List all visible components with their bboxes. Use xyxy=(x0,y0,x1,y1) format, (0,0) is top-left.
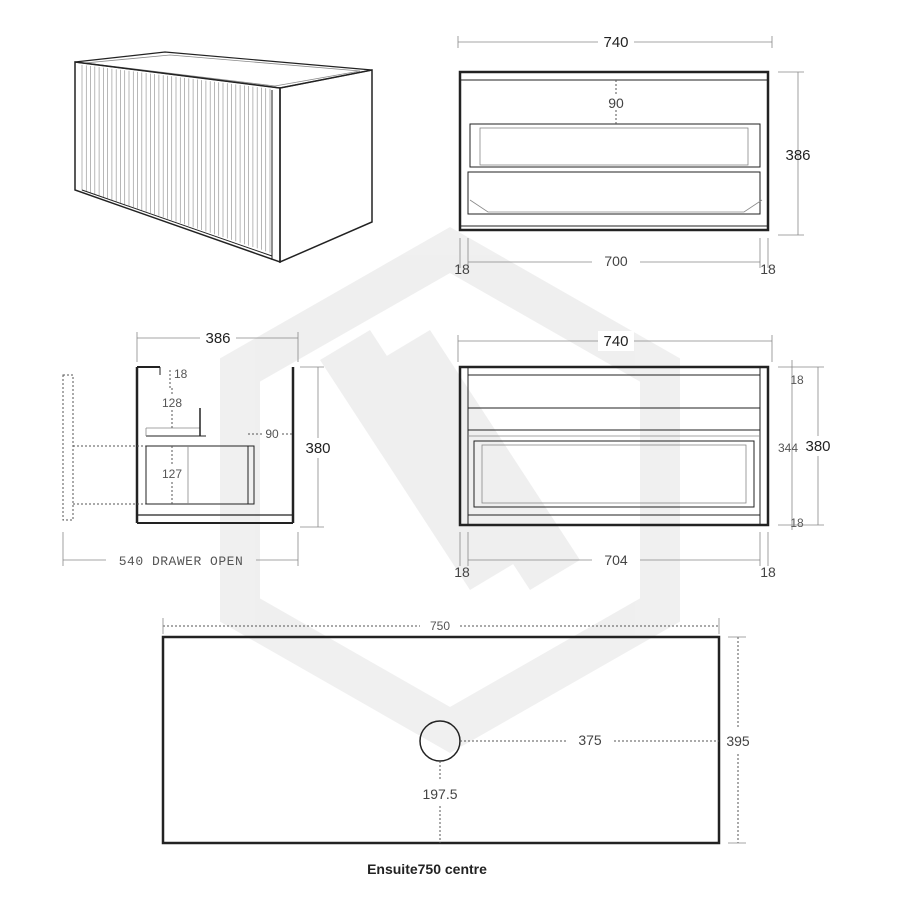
side-view xyxy=(63,328,334,569)
watermark-logo xyxy=(240,250,660,730)
side-height-label: 380 xyxy=(305,440,331,457)
interior-width-label: 740 xyxy=(603,333,629,350)
side-lower-label: 127 xyxy=(161,467,183,481)
basin-caption: Ensuite750 centre xyxy=(367,861,487,877)
isometric-cabinet-view xyxy=(75,52,372,262)
hole-x-label: 375 xyxy=(578,732,602,748)
side-depth-label: 386 xyxy=(205,330,231,347)
fluted-drawer-front xyxy=(82,65,270,253)
interior-inner-height-label: 344 xyxy=(777,441,799,455)
basin-width-label: 750 xyxy=(429,619,451,633)
drawer-open-label: 540 DRAWER OPEN xyxy=(118,554,244,569)
front-drawer-gap-label: 90 xyxy=(608,95,624,111)
side-handle-label: 90 xyxy=(265,427,279,441)
side-upper-label: 128 xyxy=(161,396,183,410)
interior-bottom-label: 18 xyxy=(790,516,804,530)
side-top-gap-label: 18 xyxy=(174,367,188,381)
front-inner-width-label: 700 xyxy=(604,253,628,269)
hole-y-label: 197.5 xyxy=(422,786,458,802)
basin-depth-label: 395 xyxy=(726,733,750,749)
interior-left-side-label: 18 xyxy=(454,564,470,580)
front-view xyxy=(454,32,810,277)
front-width-label: 740 xyxy=(603,34,629,51)
front-height-label: 386 xyxy=(785,147,811,164)
front-right-side-label: 18 xyxy=(760,261,776,277)
interior-right-side-label: 18 xyxy=(760,564,776,580)
interior-inner-width-label: 704 xyxy=(604,552,628,568)
front-left-side-label: 18 xyxy=(454,261,470,277)
interior-height-label: 380 xyxy=(805,438,831,455)
interior-top-label: 18 xyxy=(790,373,804,387)
